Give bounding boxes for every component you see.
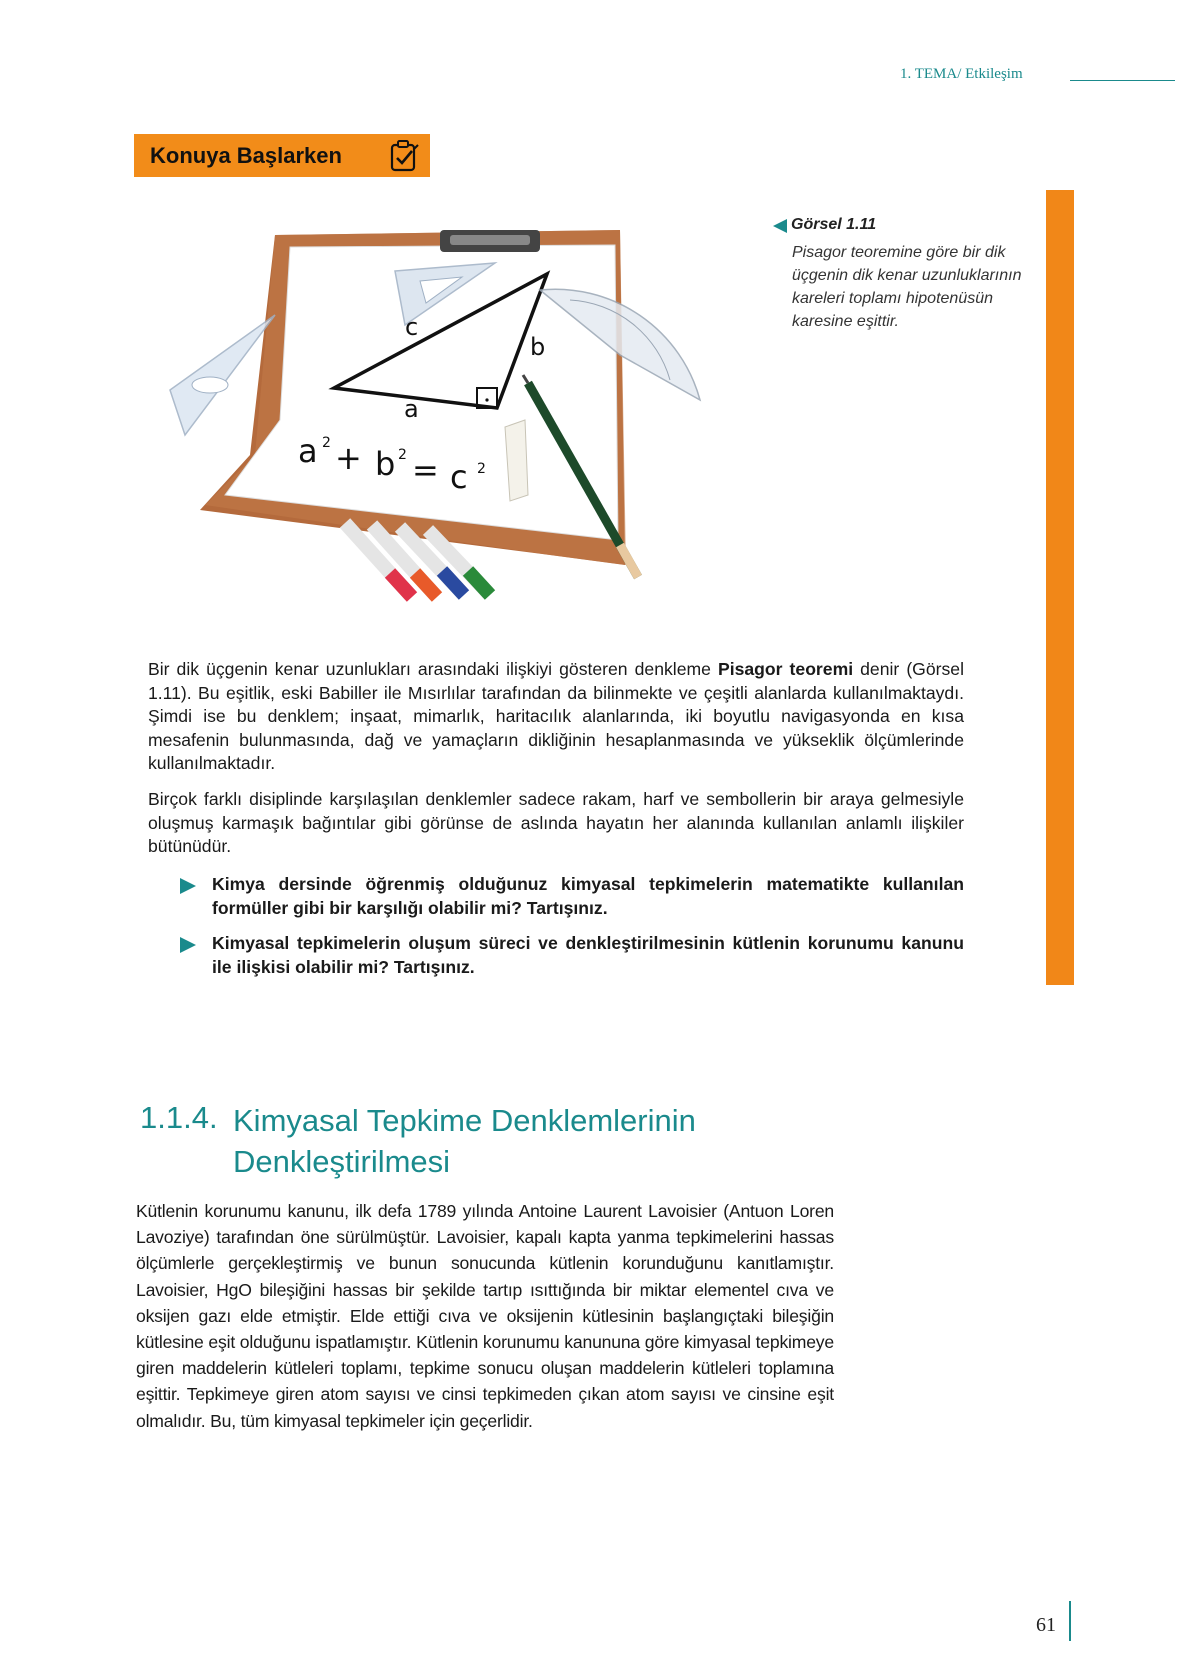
svg-text:2: 2: [322, 435, 331, 451]
triangle-bullet-icon: [180, 937, 196, 953]
discussion-question-2: Kimyasal tepkimelerin oluşum süreci ve denkleştirilmesinin kütlenin korunumu kanunu ile ilişkisi olabilir mi? Tartışınız.: [180, 932, 964, 979]
svg-text:2: 2: [477, 461, 486, 477]
checklist-clipboard-icon: [388, 139, 420, 173]
section-title: Kimyasal Tepkime Denklemlerinin Denkleştirilmesi: [233, 1103, 696, 1179]
figure-caption-text: Pisagor teoremine göre bir dik üçgenin dik kenar uzunluklarının kareleri toplamı hipotenüsün karesine eşittir.: [792, 244, 1022, 330]
figure-caption-label: Görsel 1.11: [791, 216, 877, 233]
side-accent-bar: [1046, 190, 1074, 985]
section-box-title: Konuya Başlarken: [150, 142, 342, 168]
svg-text:a: a: [298, 432, 318, 470]
page-number: 61: [1036, 1614, 1056, 1636]
header-rule: [1070, 80, 1175, 81]
section-box-konuya: [134, 134, 430, 177]
side-b-label: b: [530, 333, 546, 361]
svg-text:c: c: [450, 458, 468, 496]
intro-paragraph-2: Birçok farklı disiplinde karşılaşılan denklemler sadece rakam, harf ve sembollerin bir araya gelmesiyle oluşmuş karmaşık bağıntılar gibi görünse de aslında hayatın her alanında kullanılan anlamlı ilişkiler bütünüdür.: [148, 789, 964, 856]
section-number: 1.1.4.: [140, 1100, 218, 1135]
svg-text:=: =: [412, 451, 439, 489]
page-number-rule: [1069, 1601, 1071, 1641]
header-tema: 1. TEMA/ Etkileşim: [900, 66, 1023, 82]
intro-paragraph-1: Bir dik üçgenin kenar uzunlukları arasındaki ilişkiyi gösteren denkleme Pisagor teoremi denir (Görsel 1.11). Bu eşitlik, eski Babiller ile Mısırlılar tarafından da bilinmekte ve çeşitli alanlarda kullanılmaktaydı. Şimdi ise bu denklem; inşaat, mimarlık, haritacılık alanlarında, iki boyutlu navigasyonda en kısa mesafenin bulunmasında, dağ ve yamaçların dikliğinin hesaplanmasında ve yükseklik ölçümlerinde kullanılmaktadır.: [148, 659, 964, 773]
section-body: Kütlenin korunumu kanunu, ilk defa 1789 yılında Antoine Laurent Lavoisier (Antuon Loren Lavoziye) tarafından öne sürülmüştür. Lavoisier, kapalı kapta yanma tepkimelerini hassas ölçümlerle gerçekleştirmiş ve bunun sonucunda kütlenin korunduğunu kanıtlamıştır. Lavoisier, HgO bileşiğini hassas bir şekilde tartıp ısıttığında bir miktar elementel cıva ve oksijen gazı elde etmiştir. Elde ettiği cıva ve oksijenin kütlesinin başlangıçtaki bileşiğin kütlesine eşit olduğunu ispatlamıştır. Kütlenin korunumu kanununa göre kimyasal tepkimeye giren maddelerin kütleleri toplamı, tepkime sonucu oluşan maddelerin kütleleri toplamına eşittir. Tepkimeye giren atom sayısı ve cinsi tepkimeden çıkan atom sayısı ve cinsine eşit olmalıdır. Bu, tüm kimyasal tepkimeler için geçerlidir.: [136, 1201, 834, 1431]
svg-text:+: +: [335, 439, 362, 477]
svg-text:b: b: [375, 445, 396, 483]
pythagorean-clipboard-photo: [150, 205, 750, 630]
side-c-label: c: [405, 313, 419, 341]
svg-text:2: 2: [398, 447, 407, 463]
side-a-label: a: [404, 395, 419, 423]
triangle-bullet-icon: [180, 878, 196, 894]
discussion-question-1: Kimya dersinde öğrenmiş olduğunuz kimyasal tepkimelerin matematikte kullanılan formüller gibi bir karşılığı olabilir mi? Tartışınız.: [180, 873, 964, 920]
